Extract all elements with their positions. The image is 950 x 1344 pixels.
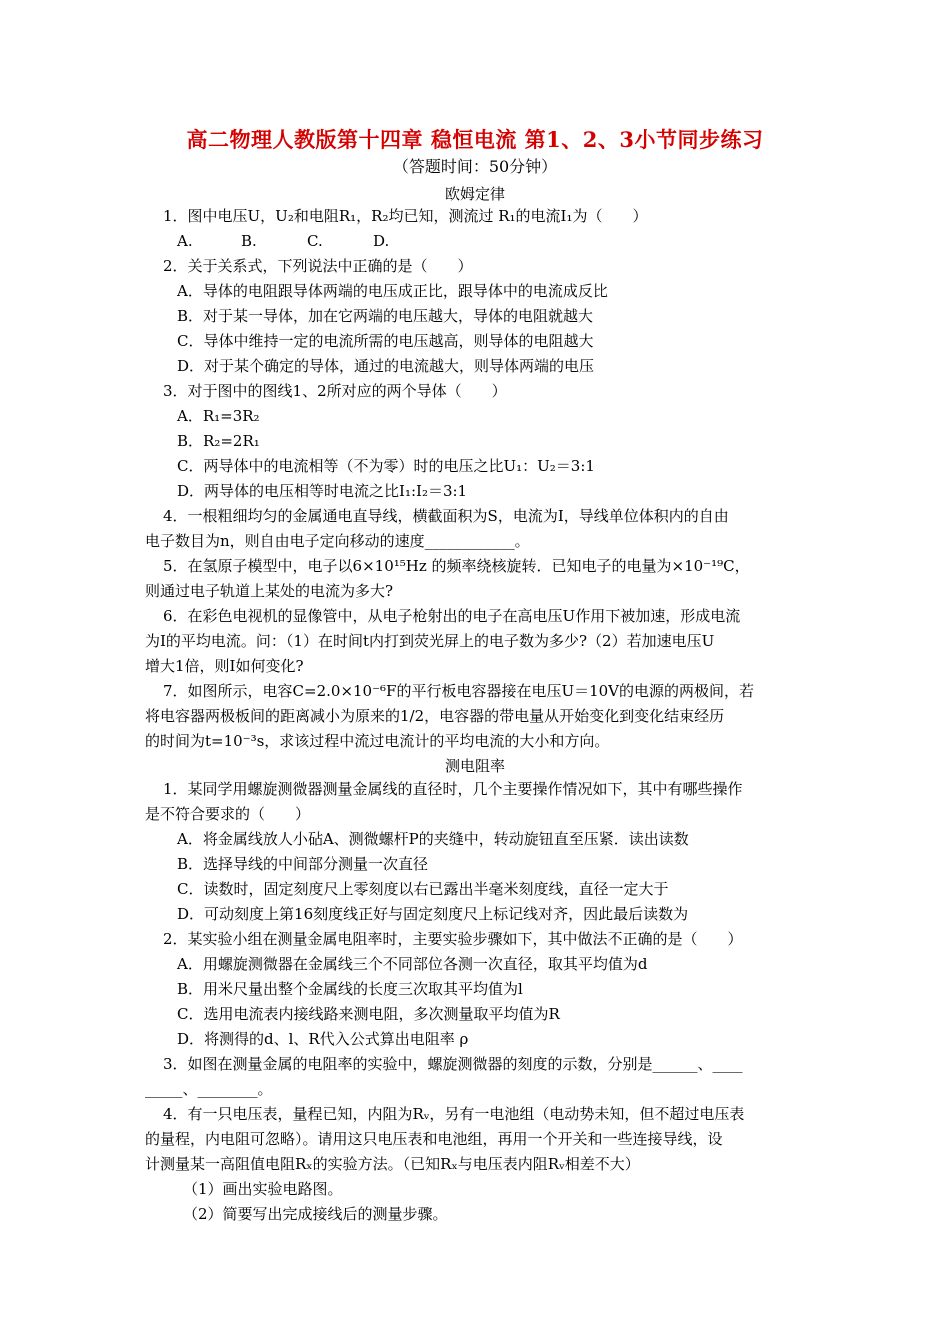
ohm-question-2-option-c: C．导体中维持一定的电流所需的电压越高，则导体的电阻越大: [177, 332, 594, 350]
section-heading-ohm: 欧姆定律: [444, 185, 505, 203]
ohm-question-7-line-3: 的时间为t=10⁻³s，求该过程中流过电流计的平均电流的大小和方向。: [145, 732, 610, 750]
ohm-question-3-option-a: A．R₁=3R₂: [177, 407, 260, 425]
resist-question-2-option-d: D．将测得的d、l、R代入公式算出电阻率 ρ: [177, 1030, 469, 1048]
ohm-question-6-line-2: 为I的平均电流。问：（1）在时间t内打到荧光屏上的电子数为多少?（2）若加速电压U: [145, 632, 715, 650]
ohm-question-2-option-a: A．导体的电阻跟导体两端的电压成正比，跟导体中的电流成反比: [177, 282, 608, 300]
resist-question-2: 2．某实验小组在测量金属电阻率时，主要实验步骤如下，其中做法不正确的是（ ）: [163, 930, 743, 948]
resist-question-1-option-a: A．将金属线放人小砧A、测微螺杆P的夹缝中，转动旋钮直至压紧．读出读数: [177, 830, 689, 848]
ohm-question-2: 2．关于关系式，下列说法中正确的是（ ）: [163, 257, 473, 275]
resist-question-3-line-1: 3．如图在测量金属的电阻率的实验中，螺旋测微器的刻度的示数，分别是______、____: [163, 1055, 743, 1073]
option-a: A.: [177, 232, 193, 250]
ohm-question-4-line-2: 电子数目为n，则自由电子定向移动的速度____________。: [145, 532, 530, 550]
resist-question-4-step-1: （1）画出实验电路图。: [183, 1180, 343, 1198]
time-note: （答题时间：50分钟）: [392, 157, 558, 176]
resist-question-1-line-1: 1．某同学用螺旋测微器测量金属线的直径时，几个主要操作情况如下，其中有哪些操作: [163, 780, 743, 798]
resist-question-2-option-a: A．用螺旋测微器在金属线三个不同部位各测一次直径，取其平均值为d: [177, 955, 648, 973]
option-b: B.: [241, 232, 257, 250]
ohm-question-3-option-b: B．R₂=2R₁: [177, 432, 260, 450]
resist-question-1-line-2: 是不符合要求的（ ）: [145, 805, 311, 823]
resist-question-4-line-2: 的量程，内电阻可忽略）。请用这只电压表和电池组，再用一个开关和一些连接导线，设: [145, 1130, 723, 1148]
resist-question-2-option-c: C．选用电流表内接线路来测电阻，多次测量取平均值为R: [177, 1005, 560, 1023]
resist-question-4-line-1: 4．有一只电压表，量程已知，内阻为Rᵥ，另有一电池组（电动势未知，但不超过电压表: [163, 1105, 745, 1123]
section-heading-resistivity: 测电阻率: [444, 757, 505, 775]
page-title: 高二物理人教版第十四章 稳恒电流 第1、2、3小节同步练习: [186, 127, 764, 152]
resist-question-3-line-2: _____、________。: [145, 1080, 273, 1098]
resist-question-1-option-d: D．可动刻度上第16刻度线正好与固定刻度尺上标记线对齐，因此最后读数为: [177, 905, 689, 923]
ohm-question-1: 1．图中电压U，U₂和电阻R₁，R₂均已知，测流过 R₁的电流I₁为（ ）: [163, 207, 648, 225]
ohm-question-7-line-2: 将电容器两极板间的距离减小为原来的1/2，电容器的带电量从开始变化到变化结束经历: [145, 707, 725, 725]
ohm-question-1-options: [177, 231, 389, 251]
option-c: C.: [307, 232, 323, 250]
ohm-question-6-line-3: 增大1倍，则I如何变化?: [145, 657, 304, 675]
ohm-question-2-option-b: B．对于某一导体，加在它两端的电压越大，导体的电阻就越大: [177, 307, 594, 325]
ohm-question-3: 3．对于图中的图线1、2所对应的两个导体（ ）: [163, 382, 507, 400]
option-d: D.: [373, 232, 390, 250]
ohm-question-3-option-d: D．两导体的电压相等时电流之比I₁:I₂＝3:1: [177, 482, 468, 500]
ohm-question-5-line-2: 则通过电子轨道上某处的电流为多大?: [145, 582, 394, 600]
ohm-question-6-line-1: 6．在彩色电视机的显像管中，从电子枪射出的电子在高电压U作用下被加速，形成电流: [163, 607, 741, 625]
resist-question-2-option-b: B．用米尺量出整个金属线的长度三次取其平均值为l: [177, 980, 523, 998]
resist-question-1-option-b: B．选择导线的中间部分测量一次直径: [177, 855, 429, 873]
resist-question-4-step-2: （2）简要写出完成接线后的测量步骤。: [183, 1205, 448, 1223]
ohm-question-5-line-1: 5．在氢原子模型中，电子以6×10¹⁵Hz 的频率绕核旋转．已知电子的电量为×10⁻¹⁹C，: [163, 557, 750, 575]
ohm-question-3-option-c: C．两导体中的电流相等（不为零）时的电压之比U₁：U₂＝3:1: [177, 457, 595, 475]
ohm-question-4-line-1: 4．一根粗细均匀的金属通电直导线，横截面积为S，电流为I，导线单位体积内的自由: [163, 507, 729, 525]
ohm-question-7-line-1: 7．如图所示，电容C=2.0×10⁻⁶F的平行板电容器接在电压U＝10V的电源的两极间，若: [163, 682, 755, 700]
resist-question-4-line-3: 计测量某一高阻值电阻Rₓ的实验方法。（已知Rₓ与电压表内阻Rᵥ相差不大）: [145, 1155, 640, 1173]
resist-question-1-option-c: C．读数时，固定刻度尺上零刻度以右已露出半毫米刻度线，直径一定大于: [177, 880, 669, 898]
ohm-question-2-option-d: D．对于某个确定的导体，通过的电流越大，则导体两端的电压: [177, 357, 595, 375]
